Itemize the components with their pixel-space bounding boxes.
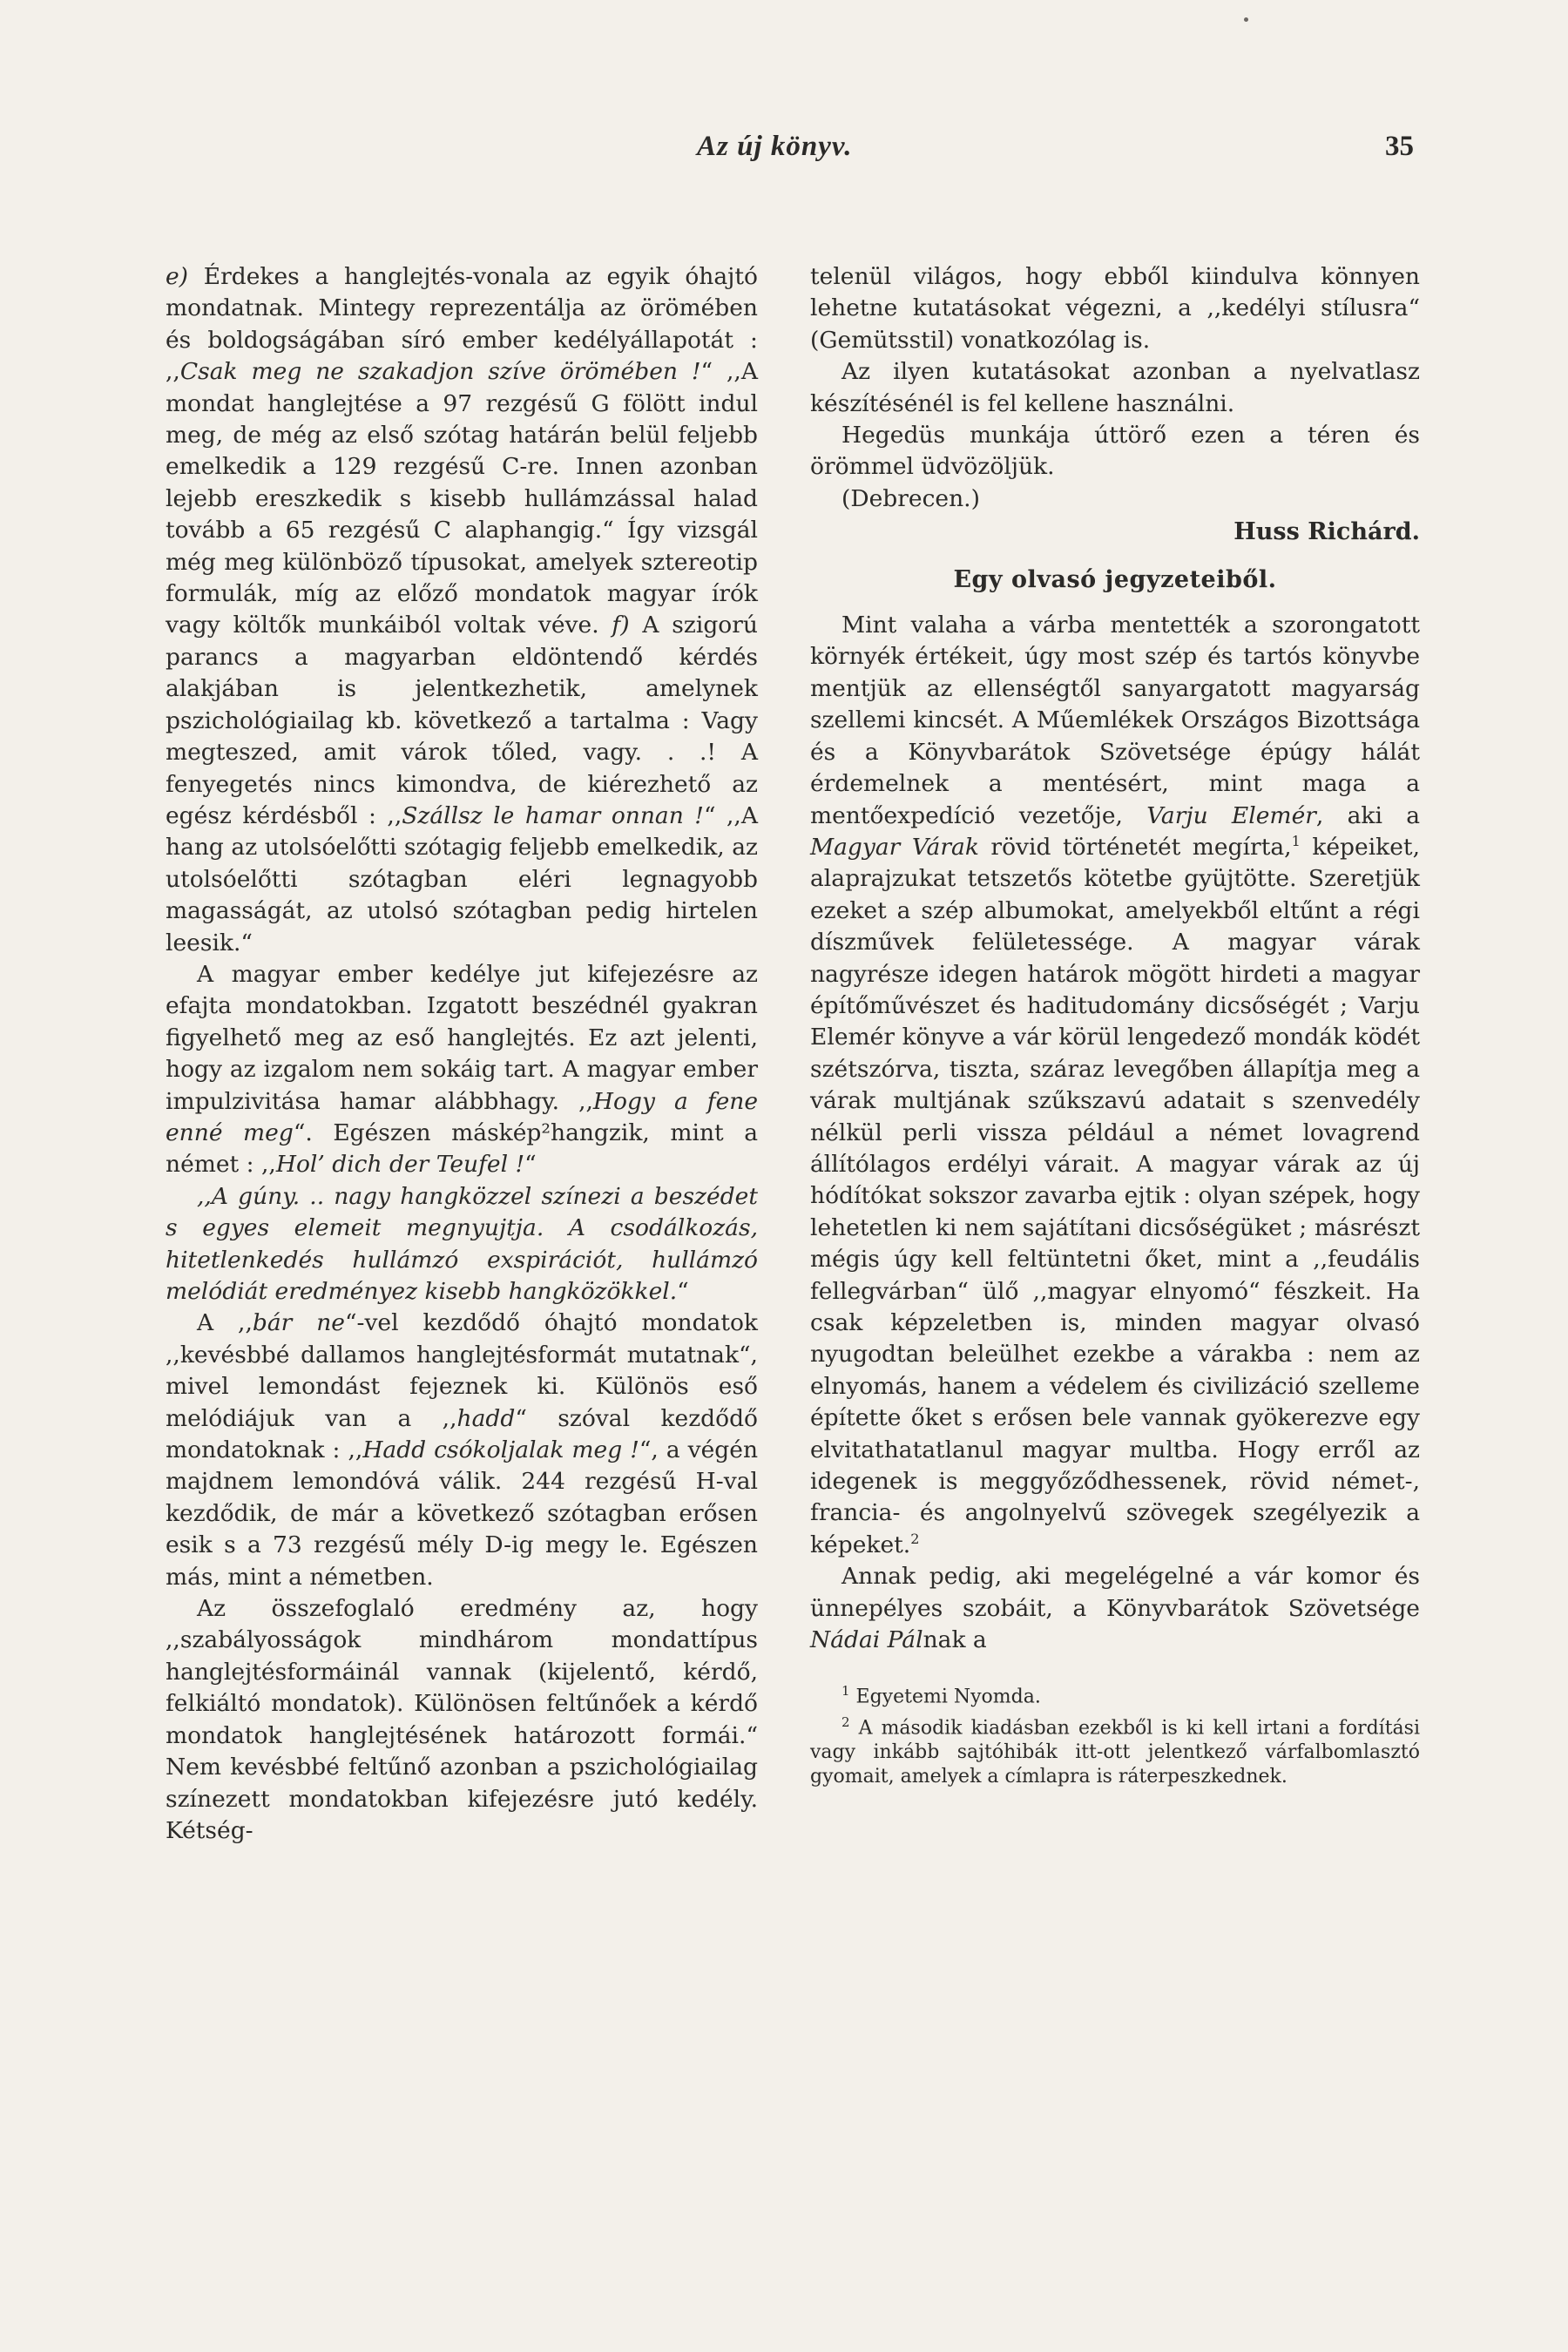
text-run: képeiket, alaprajzukat tetszetős kötetbe gyüjtötte. Szeretjük ezeket a szép albumokat, amelyekből eltűnt a régi díszművek felületessége. A magyar várak nagyrésze idegen határok mögött hirdeti a magyar építőművészet és haditudomány dicsőségét ; Varju Elemér könyve a vár körül lengedező mondák ködét szétszórva, tiszta, száraz levegőben állapítja meg a várak multjának szűkszavú adatait s szenvedély nélkül perli vissza például a német lovagrend állítólagos erdélyi várait. A magyar várak az új hódítókat sokszor zavarba ejtik : olyan szépek, hogy lehetetlen ki nem sajátítani dicsőségüket ; másrészt mégis úgy kell feltüntetni őket, mint a ,,feudális fellegvárban“ ülő ,,magyar elnyomó“ fészkeit. Ha csak képzeletben is, minden magyar olvasó nyugodtan beleülhet ezekbe a várakba : nem az elnyomás, hanem a védelem és civilizáció szelleme építette őket s erősen bele vannak gyökerezve egy elvitathatatlanul magyar multba. Hogy erről az idegenek is meggyőződhessenek, rövid német-, francia- és angolnyelvű szövegek szegélyezik a képeket. [810,833,1420,1558]
quoted-example: hadd [456,1404,516,1432]
quoted-example: Hogy a fene enné meg [166,1087,759,1146]
running-title: Az új könyv. [697,131,853,162]
text-run: “, a végén majdnem lemondóvá válik. 244 rezgésű H-val kezdődik, de már a következő szótagban erősen esik s a 73 rezgésű mély D-ig megy le. Egészen más, mint a németben. [166,1436,759,1591]
paragraph [166,959,758,1181]
book-title: Magyar Várak [810,833,979,861]
footnote [810,1679,1420,1709]
paragraph: telenül világos, hogy ebből kiindulva könnyen lehetne kutatásokat végezni, a ,,kedélyi stílusra“ (Gemütsstil) vonatkozólag is. [810,263,1420,354]
ink-speck [1244,17,1248,22]
author-name: Varju Elemér [1146,801,1316,829]
enumeration-label: f) [612,612,630,639]
footnote-number: 1 [841,1683,850,1700]
text-run: Érdekes a hanglejtés-vonala az egyik óhajtó mondatnak. Mintegy reprezentálja az örömében és boldogságában síró ember kedélyállapotát : ,, [166,263,758,386]
paragraph: Hegedüs munkája úttörő ezen a téren és örömmel üdvözöljük. [810,422,1420,481]
quoted-example: bár ne [252,1309,345,1337]
footnote [810,1710,1420,1789]
text-run: Mint valaha a várba mentették a szorongatott környék értékeit, úgy most szép és tartós könyvbe mentjük az ellenségtől sanyargatott magyarság szellemi kincsét. A Műemlékek Országos Bizottsága és a Könyvbarátok Szövetsége épúgy hálát érdemelnek a mentésért, mint maga a mentőexpedíció vezetője, [810,612,1420,829]
paragraph [810,1561,1420,1656]
text-run: A magyar ember kedélye jut kifejezésre az efajta mondatokban. Izgatott beszédnél gyakran figyelhető meg az eső hanglejtés. Ez azt jelenti, hogy az izgalom nem sokáig tart. A magyar ember impulzivitása hamar alábbhagy. ,, [166,960,758,1115]
text-run: , aki a [1315,801,1420,829]
section-title: Egy olvasó jegyzeteiből. [953,565,1277,593]
page-header [0,131,1568,174]
text-run: “ ,,A hang az utolsóelőtti szótagig feljebb emelkedik, az utolsóelőtti szótagban eléri legnagyobb magasságát, az utolsó szótagban pedig hirtelen leesik.“ [166,801,758,956]
place-note: (Debrecen.) [841,484,980,512]
text-run: “. Egészen máskép²hangzik, mint a német : ,, [166,1119,758,1179]
paragraph: Az ilyen kutatásokat azonban a nyelvatlasz készítésénél is fel kellene használni. [810,358,1420,417]
right-column [810,261,1420,1789]
footnote-ref[interactable]: 1 [1291,833,1301,850]
quoted-example: Csak meg ne szakadjon szíve örömében ! [179,358,701,386]
footnotes [810,1679,1420,1789]
text-run: “ [524,1151,537,1179]
text-run: A ,, [197,1309,253,1337]
text-run: A szigorú parancs a magyarban eldöntendő kérdés alakjában is jelentkezhetik, amelynek pszichológiailag kb. következő a tartalma : Vagy megteszed, amit várok tőled, vagy. . .! A fenyegetés nincs kimondva, de kiérezhető az egész kérdésből : ,, [166,612,758,829]
paragraph: Az összefoglaló eredmény az, hogy ,,szabályosságok mindhárom mondattípus hanglejtésformáinál vannak (kijelentő, kérdő, felkiáltó mondatok). Különösen feltűnőek a kérdő mondatok hanglejtésének határozott formái.“ Nem kevésbbé feltűnő azonban a pszichológiailag színezett mondatokban kifejezésre jutó kedély. Kétség- [166,1595,758,1844]
text-run: “ ,,A mondat hanglejtése a 97 rezgésű G fölött indul meg, de még az első szótag határán belül feljebb emelkedik a 129 rezgésű C-re. Innen azonban lejebb ereszkedik s kisebb hullámzással halad tovább a 65 rezgésű C alaphangig.“ Így vizsgál még meg különböző típusokat, amelyek sztereotip formulák, míg az előző mondatok magyar írók vagy költők munkáiból voltak véve. [166,358,758,639]
author-signature: Huss Richárd. [1233,518,1420,546]
paragraph [810,610,1420,1561]
footnote-ref[interactable]: 2 [910,1531,920,1548]
left-column [166,261,758,1847]
paragraph [166,1181,758,1308]
page-number: 35 [1385,131,1414,162]
author-name: Nádai Pál [810,1626,923,1654]
text-run: “ szóval kezdődő mondatoknak : ,, [166,1404,758,1464]
paragraph [166,261,758,959]
text-run: rövid történetét megírta, [978,833,1292,861]
quoted-example: Hadd csókoljalak meg ! [362,1436,639,1464]
text-run: “ [677,1278,689,1305]
quoted-example: Hol’ dich der Teufel ! [275,1151,525,1179]
footnote-number: 2 [841,1713,850,1730]
quoted-passage: ,,A gúny. .. nagy hangközzel színezi a beszédet s egyes elemeit megnyujtja. A csodálkozás, hitetlenkedés hullámzó exspirációt, hullámzó melódiát eredményez kisebb hangközökkel. [166,1182,758,1305]
paragraph [166,1308,758,1593]
text-run: nak a [923,1626,987,1654]
text-run: “-vel kezdődő óhajtó mondatok ,,kevésbbé dallamos hanglejtésformát mutatnak“, mivel lemondást fejeznek ki. Különös eső melódiájuk van a ,, [166,1309,758,1432]
footnote-text: A második kiadásban ezekből is ki kell irtani a fordítási vagy inkább sajtóhibák itt-ott jelentkező várfalbomlasztó gyomait, amelyek a címlapra is ráterpeszkednek. [810,1717,1420,1788]
text-run: Annak pedig, aki megelégelné a vár komor és ünnepélyes szobáit, a Könyvbarátok Szövetsége [810,1563,1420,1622]
enumeration-label: e) [166,263,189,290]
quoted-example: Szállsz le hamar onnan ! [402,801,704,829]
footnote-text: Egyetemi Nyomda. [849,1686,1041,1708]
